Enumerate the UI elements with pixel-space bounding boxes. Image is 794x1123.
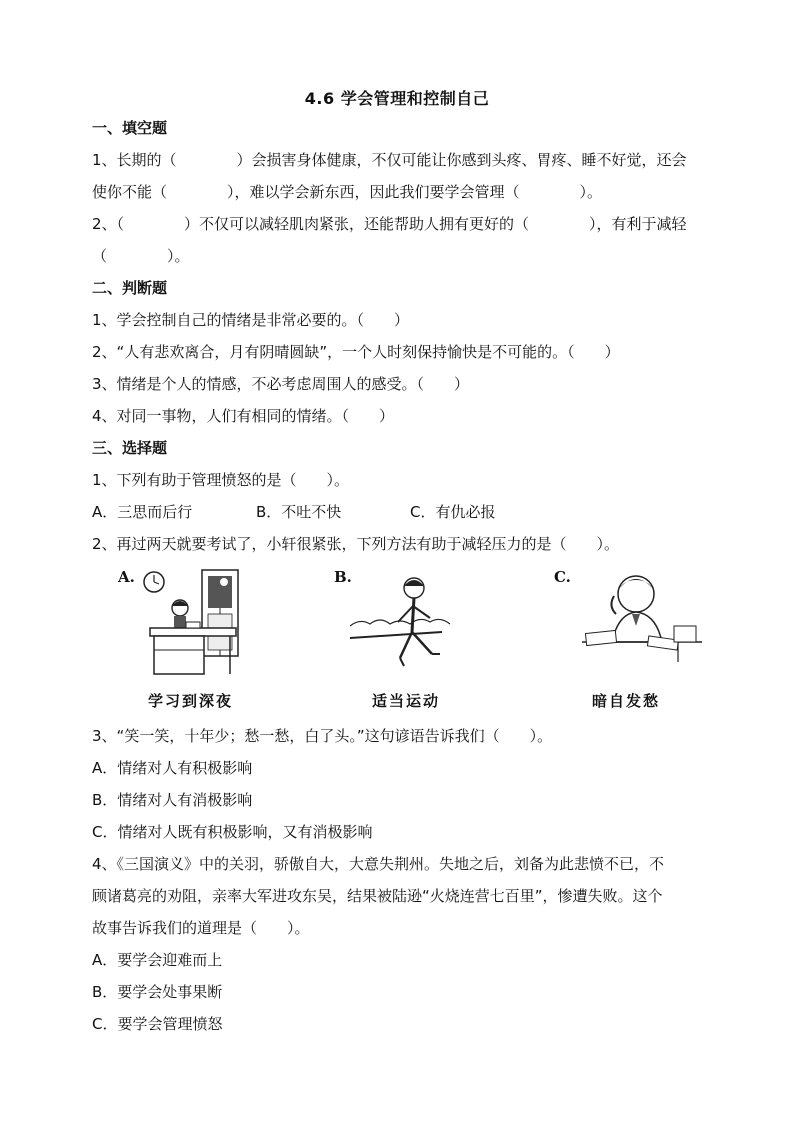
fill-blank-q2-line1: 2、（ ）不仅可以减轻肌肉紧张，还能帮助人拥有更好的（ ），有利于减轻 (92, 215, 687, 233)
fill-blank-q1-line1: 1、长期的（ ）会损害身体健康，不仅可能让你感到头疼、胃疼、睡不好觉，还会 (92, 151, 687, 169)
fill-blank-q1-line2: 使你不能（ ），难以学会新东西，因此我们要学会管理（ ）。 (92, 183, 603, 201)
image-b-caption: 适当运动 (372, 692, 441, 710)
choice-q4-option-b: B．要学会处事果断 (92, 983, 223, 1001)
section-heading-multiple-choice: 三、选择题 (92, 439, 168, 457)
choice-q4-line3: 故事告诉我们的道理是（ ）。 (92, 919, 310, 937)
true-false-item-2: 2、“人有悲欢离合，月有阴晴圆缺”，一个人时刻保持愉快是不可能的。（ ） (92, 343, 620, 361)
section-heading-fill-blank: 一、填空题 (92, 119, 168, 137)
page-title: 4.6 学会管理和控制自己 (304, 89, 490, 108)
choice-q3-option-a: A．情绪对人有积极影响 (92, 759, 253, 777)
choice-q4-line1: 4、《三国演义》中的关羽，骄傲自大，大意失荆州。失地之后，刘备为此悲愤不已，不 (92, 855, 665, 873)
true-false-item-1: 1、学会控制自己的情绪是非常必要的。（ ） (92, 311, 410, 329)
true-false-item-4: 4、对同一事物，人们有相同的情绪。（ ） (92, 407, 395, 425)
image-a-letter: A. (118, 568, 135, 586)
image-b-letter: B. (334, 568, 352, 586)
section-heading-true-false: 二、判断题 (92, 279, 168, 297)
choice-q1-option-b: B．不吐不快 (256, 503, 342, 521)
choice-q1-option-c: C．有仇必报 (410, 503, 496, 521)
choice-q4-option-c: C．要学会管理愤怒 (92, 1015, 223, 1033)
choice-q3-option-b: B．情绪对人有消极影响 (92, 791, 253, 809)
choice-q3-option-c: C．情绪对人既有积极影响，又有消极影响 (92, 823, 373, 841)
choice-q3-stem: 3、“笑一笑，十年少；愁一愁，白了头。”这句谚语告诉我们（ ）。 (92, 727, 553, 745)
choice-q4-line2: 顾诸葛亮的劝阻，亲率大军进攻东吴，结果被陆逊“火烧连营七百里”，惨遭失败。这个 (92, 887, 663, 905)
choice-q4-option-a: A．要学会迎难而上 (92, 951, 223, 969)
image-c-caption: 暗自发愁 (592, 692, 661, 710)
choice-q1-stem: 1、下列有助于管理愤怒的是（ ）。 (92, 471, 350, 489)
image-c-letter: C. (554, 568, 571, 586)
image-a-caption: 学习到深夜 (148, 692, 234, 710)
fill-blank-q2-line2: （ ）。 (92, 247, 190, 265)
choice-q1-option-a: A．三思而后行 (92, 503, 193, 521)
true-false-item-3: 3、情绪是个人的情感，不必考虑周围人的感受。（ ） (92, 375, 470, 393)
choice-q2-stem: 2、再过两天就要考试了，小轩很紧张，下列方法有助于减轻压力的是（ ）。 (92, 535, 620, 553)
